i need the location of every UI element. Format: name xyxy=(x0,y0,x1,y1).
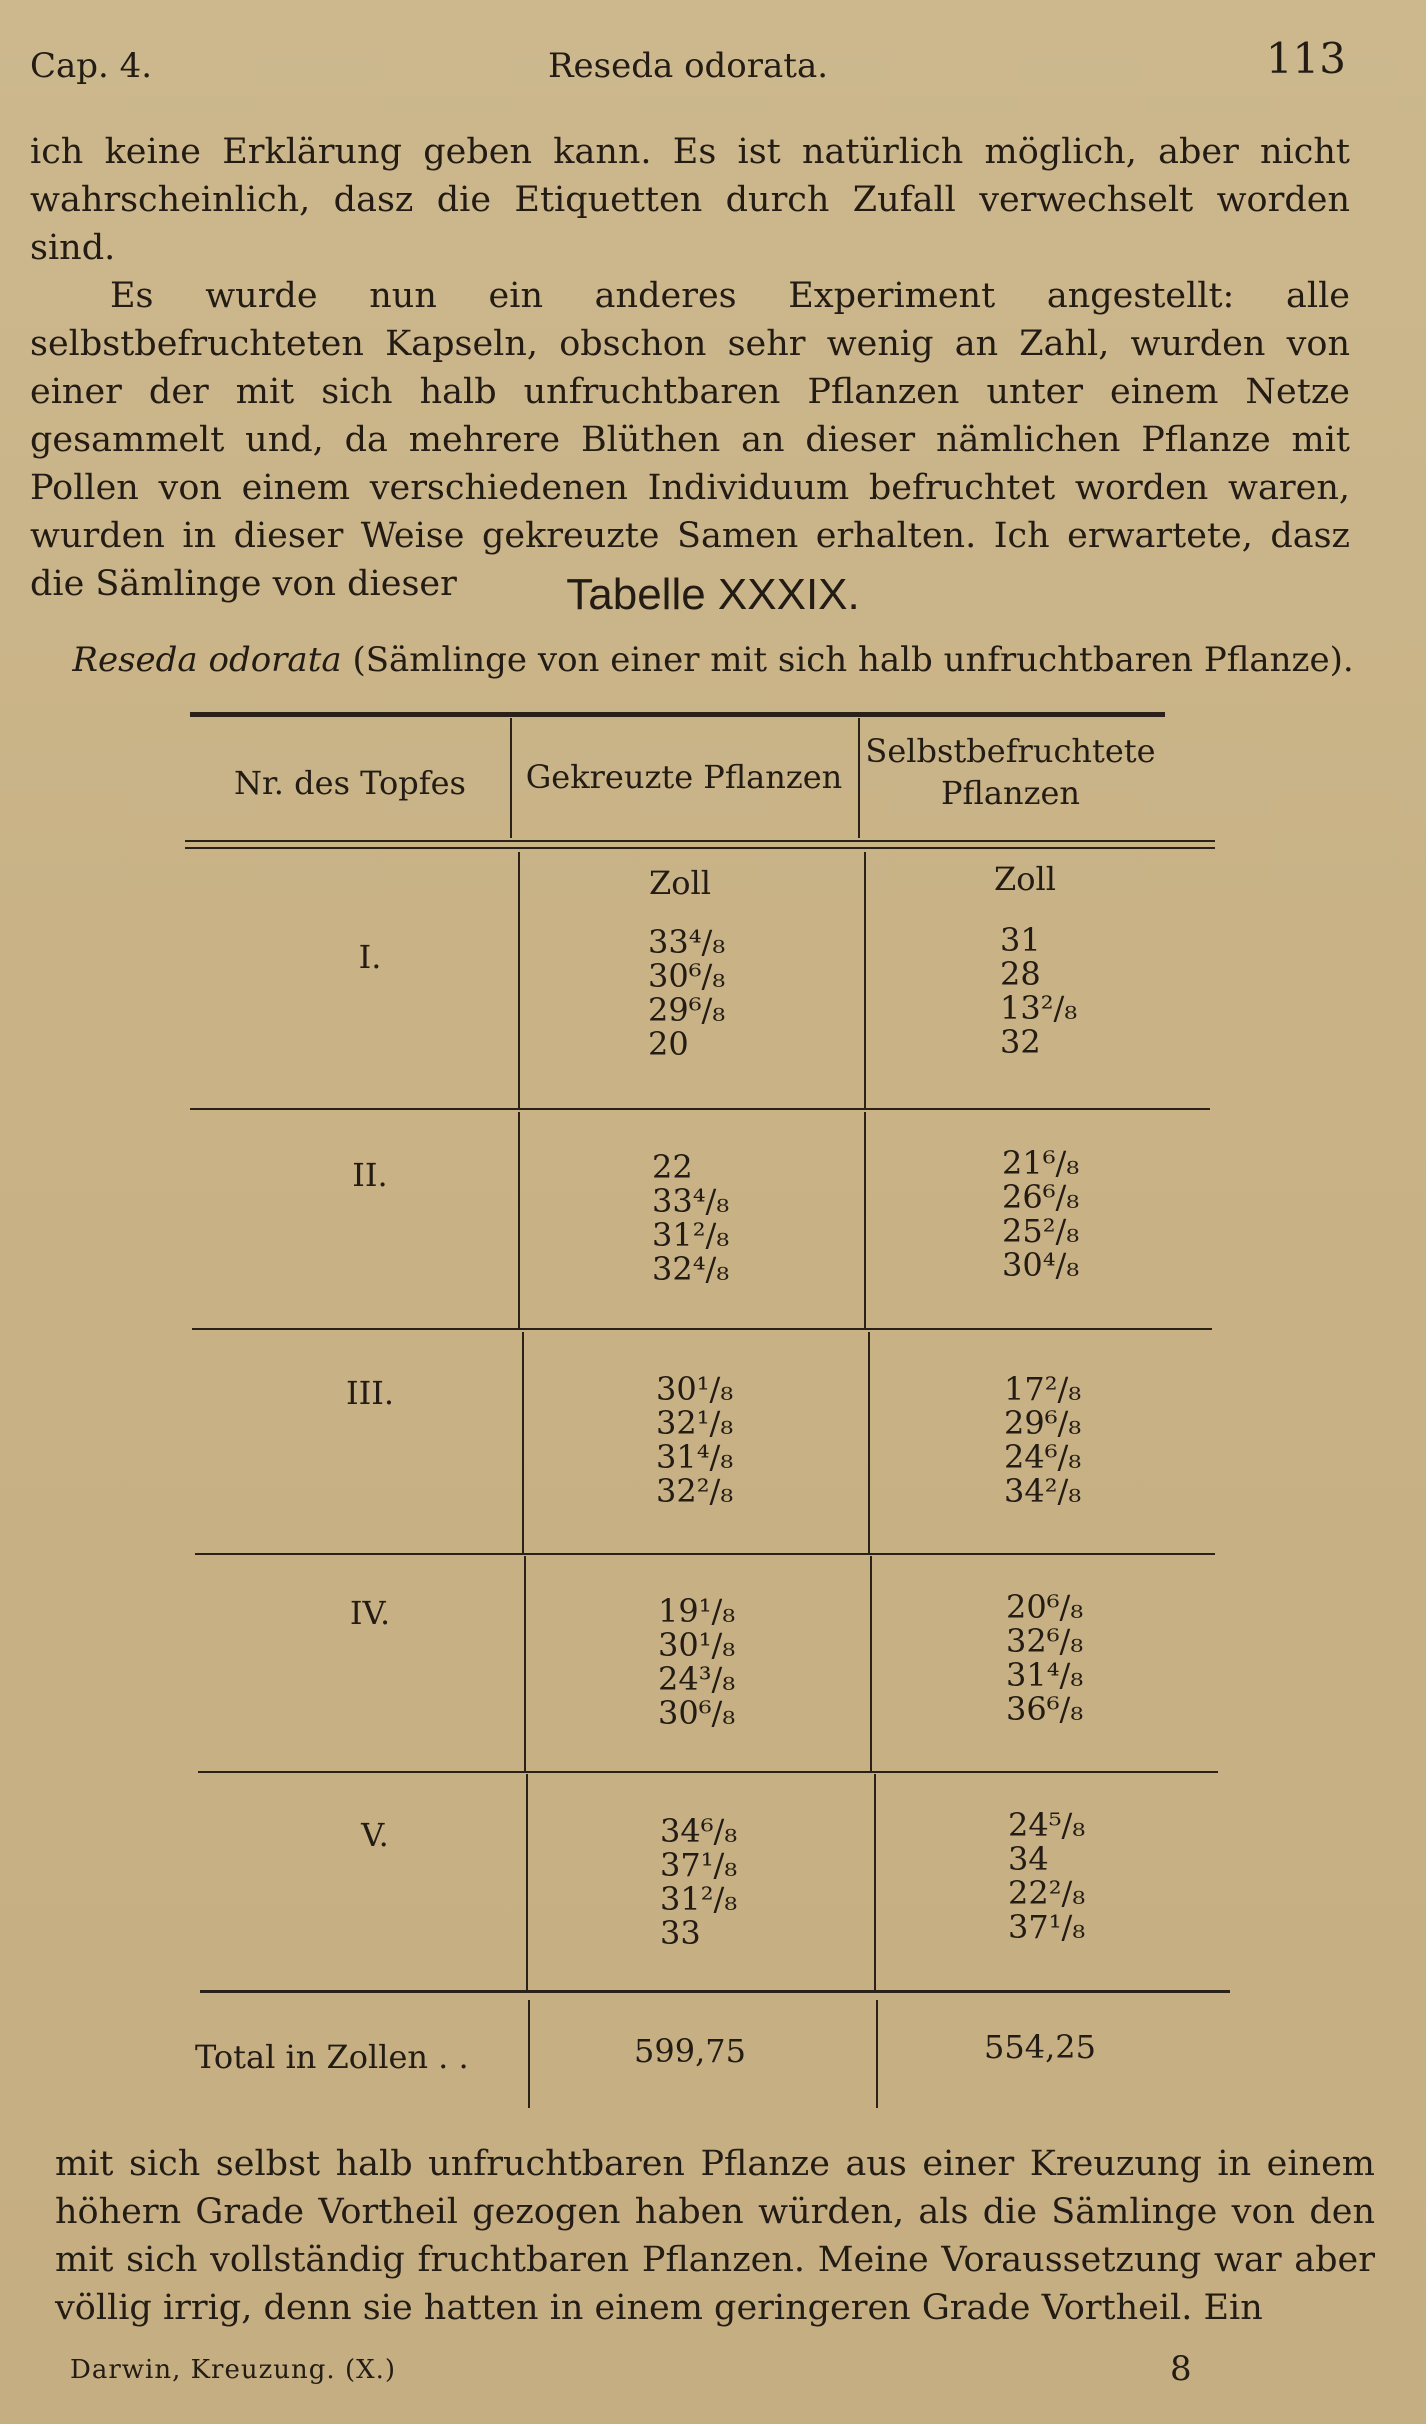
self-values xyxy=(1002,1146,1079,1282)
table-cell: 33 xyxy=(660,1914,701,1952)
row-rule xyxy=(190,1108,1210,1110)
caption-text: (Sämlinge von einer mit sich halb unfruchtbaren Pflanze). xyxy=(341,640,1354,680)
table-cell: 32²/₈ xyxy=(656,1472,734,1510)
table-cell: 32⁶/₈ xyxy=(1006,1622,1084,1660)
table-cell: 13²/₈ xyxy=(1000,989,1078,1027)
paragraph: mit sich selbst halb unfruchtbaren Pflanze aus einer Kreuzung in einem höhern Grade Vortheil gezogen haben würden, als die Sämlinge von den mit sich vollständig fruchtbaren Pflanzen. Meine Voraussetzung war aber völlig irrig, denn sie hatten in einem geringeren Grade Vortheil. Ein xyxy=(55,2144,1375,2328)
footer-imprint: Darwin, Kreuzung. (X.) xyxy=(70,2355,397,2385)
self-values xyxy=(1006,1590,1083,1726)
table-cell: 34 xyxy=(1008,1840,1049,1878)
table-cell: 30¹/₈ xyxy=(658,1626,736,1664)
total-self: 554,25 xyxy=(984,2028,1096,2066)
crossed-values xyxy=(656,1372,733,1508)
table-cell: 17²/₈ xyxy=(1004,1370,1082,1408)
total-col-divider xyxy=(528,2000,530,2108)
table-title: Tabelle XXXIX. xyxy=(566,570,860,619)
body-col-divider xyxy=(868,1332,870,1554)
crossed-values xyxy=(648,925,725,1061)
body-col-divider xyxy=(864,852,866,1110)
table-cell: 28 xyxy=(1000,955,1041,993)
total-crossed: 599,75 xyxy=(634,2032,746,2070)
body-text-top xyxy=(30,128,1350,608)
crossed-values xyxy=(658,1594,735,1730)
table-cell: 32⁴/₈ xyxy=(652,1250,730,1288)
table-cell: 31²/₈ xyxy=(652,1216,730,1254)
crossed-values xyxy=(660,1814,737,1950)
body-col-divider xyxy=(864,1112,866,1330)
table-cell: 24⁶/₈ xyxy=(1004,1438,1082,1476)
table-cell: 36⁶/₈ xyxy=(1006,1690,1084,1728)
caption-species: Reseda odorata xyxy=(72,640,342,680)
table-cell: 21⁶/₈ xyxy=(1002,1144,1080,1182)
body-col-divider xyxy=(518,852,520,1110)
body-col-divider xyxy=(518,1112,520,1330)
crossed-values xyxy=(652,1150,729,1286)
table-caption xyxy=(0,640,1426,680)
table-cell: 31⁴/₈ xyxy=(1006,1656,1084,1694)
table-cell: 29⁶/₈ xyxy=(1004,1404,1082,1442)
header-bottom-rule xyxy=(185,840,1215,842)
table-cell: 32¹/₈ xyxy=(656,1404,734,1442)
table-cell: 30⁶/₈ xyxy=(658,1694,736,1732)
paragraph: ich keine Erklärung geben kann. Es ist natürlich möglich, aber nicht wahrscheinlich, dasz die Etiquetten durch Zufall verwechselt worden sind. xyxy=(30,132,1350,268)
table-cell: 33⁴/₈ xyxy=(648,923,726,961)
table-cell: 30⁴/₈ xyxy=(1002,1246,1080,1284)
body-col-divider xyxy=(524,1556,526,1772)
page-number: 113 xyxy=(1265,34,1346,83)
self-values xyxy=(1008,1808,1085,1944)
table-cell: 24³/₈ xyxy=(658,1660,736,1698)
body-col-divider xyxy=(870,1556,872,1772)
pot-label: III. xyxy=(345,1374,395,1412)
table-cell: 30⁶/₈ xyxy=(648,957,726,995)
table-cell: 34⁶/₈ xyxy=(660,1812,738,1850)
paragraph: Es wurde nun ein anderes Experiment angestellt: alle selbstbefruchteten Kapseln, obschon sehr wenig an Zahl, wurden von einer der mit sich halb unfruchtbaren Pflanzen unter einem Netze gesammelt und, da mehrere Blüthen an dieser nämlichen Pflanze mit Pollen von einem verschiedenen Individuum befruchtet worden waren, wurden in dieser Weise gekreuzte Samen erhalten. Ich erwartete, dasz die Sämlinge von dieser xyxy=(30,276,1350,604)
chapter-label: Cap. 4. xyxy=(30,46,153,86)
table-cell: 22 xyxy=(652,1148,693,1186)
table-cell: 37¹/₈ xyxy=(660,1846,738,1884)
pot-label: I. xyxy=(358,938,382,976)
self-values xyxy=(1004,1372,1081,1508)
pot-label: II. xyxy=(352,1156,388,1194)
pot-label: V. xyxy=(361,1816,389,1854)
table-cell: 31⁴/₈ xyxy=(656,1438,734,1476)
col-header-self-line1: Selbstbefruchtete xyxy=(865,732,1156,770)
signature-mark: 8 xyxy=(1170,2349,1192,2389)
header-bottom-rule xyxy=(185,847,1215,849)
body-text-bottom xyxy=(55,2140,1375,2332)
col-header-self xyxy=(858,730,1163,814)
total-label: Total in Zollen . . xyxy=(195,2038,469,2076)
table-cell: 22²/₈ xyxy=(1008,1874,1086,1912)
table-cell: 30¹/₈ xyxy=(656,1370,734,1408)
body-col-divider xyxy=(522,1332,524,1554)
unit-self: Zoll xyxy=(994,860,1056,898)
body-col-divider xyxy=(874,1774,876,1992)
table-cell: 31 xyxy=(1000,921,1041,959)
table-cell: 26⁶/₈ xyxy=(1002,1178,1080,1216)
table-cell: 33⁴/₈ xyxy=(652,1182,730,1220)
table-cell: 34²/₈ xyxy=(1004,1472,1082,1510)
col-header-pot: Nr. des Topfes xyxy=(234,764,466,802)
table-top-rule xyxy=(190,712,1165,717)
table-cell: 37¹/₈ xyxy=(1008,1908,1086,1946)
running-title: Reseda odorata. xyxy=(547,46,829,86)
col-header-crossed: Gekreuzte Pflanzen xyxy=(525,758,843,796)
total-rule xyxy=(200,1990,1230,1993)
table-cell: 29⁶/₈ xyxy=(648,991,726,1029)
total-col-divider xyxy=(876,2000,878,2108)
table-cell: 19¹/₈ xyxy=(658,1592,736,1630)
table-cell: 20⁶/₈ xyxy=(1006,1588,1084,1626)
table-cell: 24⁵/₈ xyxy=(1008,1806,1086,1844)
table-cell: 31²/₈ xyxy=(660,1880,738,1918)
pot-label: IV. xyxy=(349,1594,391,1632)
table-cell: 20 xyxy=(648,1025,689,1063)
running-header xyxy=(30,30,1346,90)
body-col-divider xyxy=(526,1774,528,1992)
row-rule xyxy=(192,1328,1212,1330)
unit-crossed: Zoll xyxy=(649,864,711,902)
col-header-self-line2: Pflanzen xyxy=(941,774,1080,812)
row-rule xyxy=(195,1553,1215,1555)
table-cell: 32 xyxy=(1000,1023,1041,1061)
self-values xyxy=(1000,923,1077,1059)
table-cell: 25²/₈ xyxy=(1002,1212,1080,1250)
row-rule xyxy=(198,1771,1218,1773)
